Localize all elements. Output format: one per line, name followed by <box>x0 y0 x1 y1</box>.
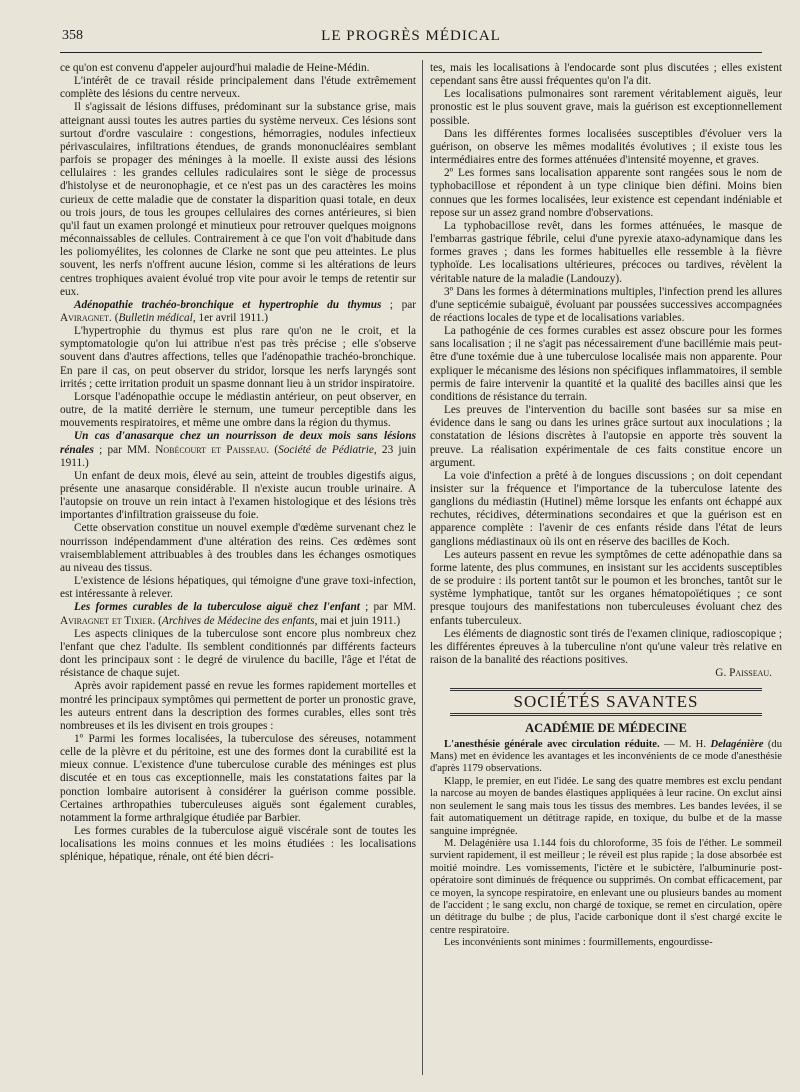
running-title: LE PROGRÈS MÉDICAL <box>321 28 501 44</box>
paragraph: Les preuves de l'intervention du bacille sont basées sur sa mise en évidence dans le sang ou dans les urines grâce surtout aux inoculations ; la constatation de lésions discrètes à l'autopsie en apporte très souvent la preuve. La réalisation expérimentale de ces faits constitue encore un argument. <box>430 404 782 469</box>
paragraph: Il s'agissait de lésions diffuses, prédominant sur la substance grise, mais atteignant aussi toutes les autres parties du système nerveux. Ces lésions sont surtout d'ordre vasculaire : congestions, hémorragies, nodules infectieux périvasculaires, infiltrations étendues, de grands mononucléaires semblant parfois se propager des méninges à la moelle. Il existe aussi des lésions cellulaires : les grandes cellules radiculaires sont le siège de processus d'histolyse et de neuronophagie, et ce n'est pas un des caractères les moins curieux de cette maladie que de constater la disparition quasi totale, en deux ou trois jours, de tous les groupes cellulaires des cornes antérieures, si bien qu'il faut un examen prolongé et minutieux pour retrouver quelques moignons méconnaissables de cellules. Contrairement à ce que l'on voit d'habitude dans les poliomyélites, les colonnes de Clarke ne sont que peu atteintes. Le plus souvent, les nerfs n'offrent aucune lésion, comme si les altérations de leurs centres trophiques avaient évolué trop vite pour avoir le temps de retentir sur eux. <box>60 101 416 298</box>
page-header <box>62 28 760 50</box>
paragraph: L'existence de lésions hépatiques, qui témoigne d'une grave toxi-infection, est intéressante à relever. <box>60 575 416 601</box>
paragraph: tes, mais les localisations à l'endocarde sont plus discutées ; elles existent cependant sans être aussi fréquentes qu'on l'a dit. <box>430 62 782 88</box>
reference-text: . ( <box>152 614 162 627</box>
paragraph: ce qu'on est convenu d'appeler aujourd'hui maladie de Heine-Médin. <box>60 62 370 74</box>
article-author: Nobécourt et Paisseau <box>155 443 267 456</box>
article-title: Les formes curables de la tuberculose aiguë chez l'enfant <box>74 601 360 614</box>
paragraph: La typhobacillose revêt, dans les formes atténuées, le masque de l'embarras gastrique fébrile, celui d'une pyrexie ataxo-adynamique dans les formes graves ; dans les formes habituelles elle ressemble à la fièvre typhoïde. Les localisations ultérieures, précoces ou tardives, révèlent la véritable nature de la maladie (Landouzy). <box>430 219 782 285</box>
paragraph: M. Delagénière usa 1.144 fois du chloroforme, 35 fois de l'éther. Le sommeil survient rapidement, il est meilleur ; le réveil est plus rapide ; la dose absorbée est moitié moindre. Les vomissements, l'ictère et le subictère, l'albuminurie post-opératoire sont diminués de fréquence ou supprimés. On combat efficacement, par ce moyen, la syncope respiratoire, en enlevant une ou plusieurs bandes au moment de l'accident ; le sang exclu, non chargé de toxique, se remet en circulation, opère un détitrage du bulbe ; de plus, l'acide carbonique dont il s'est chargé excite le centre respiratoire. <box>430 837 782 936</box>
section-title: SOCIÉTÉS SAVANTES <box>513 692 699 712</box>
article-heading <box>60 601 416 627</box>
reference-text: — M. H. <box>659 738 711 750</box>
paragraph: L'hypertrophie du thymus est plus rare qu'on ne le croit, et la symptomatologie qu'on lui attribue n'est pas très précise ; elle s'observe souvent dans d'autres affections, telles que l'adénopathie trachéo-bronchique. En pare il cas, on peut observer du stridor, lorsque les nerfs laryngés sont irrités ; cette irritation produit un spasme donnant lieu à un stridor inspiratoire. <box>60 325 416 390</box>
article-source: Société de Pédiatrie <box>278 443 374 456</box>
reference-text: ; par MM. <box>93 443 156 456</box>
section-rule <box>450 688 762 691</box>
reference-text: . ( <box>109 311 119 324</box>
reference-text: . ( <box>266 443 279 456</box>
section-header <box>430 688 782 715</box>
paragraph: Lorsque l'adénopathie occupe le médiastin antérieur, on peut observer, en outre, de la matité derrière le sternum, une tumeur perceptible dans les mouvements respiratoires, et même une ombre dans la région du thymus. <box>60 390 416 430</box>
paragraph: Les formes curables de la tuberculose aiguë viscérale sont de toutes les localisations les moins connues et les moins étudiées : les localisations splénique, hépatique, rénale, ont été bien décri- <box>60 825 416 864</box>
article-source: Archives de Médecine des enfants <box>161 614 315 627</box>
paragraph: Les auteurs passent en revue les symptômes de cette adénopathie dans sa forme latente, des plus communes, en insistant sur les accidents susceptibles de se produire : ils portent tantôt sur le poumon et les bronches, tantôt sur le système lymphatique, tantôt sur les organes hématopoïétiques ; ce sont presque toujours des manifestations non tuberculeuses évoluant chez des enfants tuberculeux. <box>430 548 782 627</box>
paragraph: La pathogénie de ces formes curables est assez obscure pour les formes sans localisation ; il ne s'agit pas nécessairement d'une bacillémie mais peut-être d'une toxémie due à une tuberculose localisée mais non apparente. Pour expliquer le mécanisme des lésions non spécifiques inflammatoires, il semble permis de faire intervenir la quantité et la qualité des bacilles ainsi que les conditions de résistance du terrain. <box>430 325 782 403</box>
paragraph: Cette observation constitue un nouvel exemple d'œdème survenant chez le nourrisson indépendamment d'une altération des reins. Ces œdèmes sont vraisemblablement attribuables à des troubles dans les échanges osmotiques au niveau des tissus. <box>60 522 416 574</box>
reference-text: , 23 juin 1911.) <box>60 443 416 469</box>
paragraph: Klapp, le premier, en eut l'idée. Le sang des quatre membres est exclu pendant la narcose au moyen de bandes élastiques appliquées à leur racine. On exclut ainsi non seulement le sang mais tous les tissus des membres. Les bandes levées, il se fait automatiquement un détitrage rapide, en toxique, du bulbe et de la masse sanguine imprégnée. <box>430 775 782 837</box>
paragraph: Dans les différentes formes localisées susceptibles d'évoluer vers la guérison, on observe les mêmes modalités évolutives ; il existe tous les intermédiaires entre des formes atténuées d'intensité moyenne, et graves. <box>430 127 782 167</box>
article-author: Aviragnet <box>60 311 110 324</box>
article-author: Delagénière <box>710 738 764 750</box>
article-title: L'anesthésie générale avec circulation réduite. <box>444 738 660 750</box>
subsection-title: ACADÉMIE DE MÉDECINE <box>525 720 687 735</box>
page-number: 358 <box>62 28 83 43</box>
reference-text: ; par MM. <box>359 601 416 614</box>
paragraph: Les éléments de diagnostic sont tirés de l'examen clinique, radioscopique ; les différentes épreuves à la tuberculine n'ont qu'une valeur très relative en raison de la banalité des réactions positives. <box>430 627 782 667</box>
column-divider <box>422 60 423 1075</box>
right-column <box>430 62 782 1082</box>
article-heading <box>60 430 416 469</box>
paragraph: 3º Dans les formes à déterminations multiples, l'infection prend les allures d'une septicémie subaiguë, évoluant par poussées successives accompagnées de réactions locales de type et de localisations variables. <box>430 285 782 324</box>
paragraph: L'intérêt de ce travail réside principalement dans l'étude extrêmement complète des lésions du centre nerveux. <box>60 75 416 101</box>
author-signature: G. Paisseau. <box>715 667 772 680</box>
paragraph: 1º Parmi les formes localisées, la tuberculose des séreuses, notamment celle de la plèvre et du péritoine, est une des formes dont la curabilité est la mieux connue. L'existence d'une tuberculose curable des méninges est plus discutée et en tous cas exceptionnelle, mais les constatations faites par la ponction lombaire autorisent à considérer la guérison comme possible. Certaines arthropathies tuberculeuses aiguës sont également curables, notamment la forme arthralgique étudiée par Barbier. <box>60 732 416 824</box>
paragraph: Les aspects cliniques de la tuberculose sont encore plus nombreux chez l'enfant que chez l'adulte. Ils semblent conditionnés par différents facteurs dont les principaux sont : le degré de virulence du bacille, l'âge et l'état de résistance de chaque sujet. <box>60 627 416 680</box>
paragraph: Un enfant de deux mois, élevé au sein, atteint de troubles digestifs aigus, présente une anasarque considérable. Il n'existe aucun trouble urinaire. A l'autopsie on trouve un rein intact à l'examen histologique et des lésions très importantes d'infiltration graisseuse du foie. <box>60 469 416 522</box>
article-title: Adénopathie trachéo-bronchique et hypertrophie du thymus <box>74 298 382 311</box>
article-source: Bulletin médical <box>118 311 193 324</box>
header-rule <box>60 52 762 53</box>
article-heading <box>430 739 782 776</box>
article-author: Aviragnet et Tixier <box>60 614 153 627</box>
reference-text: , mai et juin 1911.) <box>314 614 401 627</box>
academy-report <box>430 739 782 950</box>
reference-text: ; par <box>381 298 416 311</box>
paragraph: La voie d'infection a prêté à de longues discussions ; on doit cependant insister sur la fréquence et l'importance de la tuberculose latente des ganglions du médiastin (Hutinel) même lorsque les enfants ont échappé aux rechutes, récidives, déterminations secondaires et que la guérison est en apparence complète : l'avenir de ces enfants réside dans l'état de leurs ganglions médiastinaux où ils ont en réserve des bacilles de Koch. <box>430 469 782 548</box>
left-column <box>60 62 416 1082</box>
section-rule <box>450 713 762 716</box>
paragraph: Les localisations pulmonaires sont rarement véritablement aiguës, leur pronostic est le plus souvent grave, mais la guérison est exceptionnellement possible. <box>430 88 782 127</box>
article-title: Un cas d'anasarque chez un nourrisson de deux mois sans lésions rénales <box>60 430 416 456</box>
paragraph: 2º Les formes sans localisation apparente sont rangées sous le nom de typhobacillose et répondent à un type clinique bien défini. Moins bien connues que les formes localisées, leur existence est cependant indéniable et repose sur un assez grand nombre d'observations. <box>430 167 782 219</box>
article-heading <box>60 299 416 325</box>
reference-text: , 1er avril 1911.) <box>192 311 269 324</box>
paragraph: Après avoir rapidement passé en revue les formes rapidement mortelles et montré les principaux symptômes qui permettent de porter un pronostic grave, les auteurs entrent dans la description des formes curables, elles sont très nombreuses et ils les divisent en trois groupes : <box>60 680 416 732</box>
paragraph: Les inconvénients sont minimes : fourmillements, engourdisse- <box>444 937 713 949</box>
reference-text: (du Mans) met en évidence les avantages et les inconvénients de ce mode d'anesthésie d'après 1179 observations. <box>430 738 782 775</box>
